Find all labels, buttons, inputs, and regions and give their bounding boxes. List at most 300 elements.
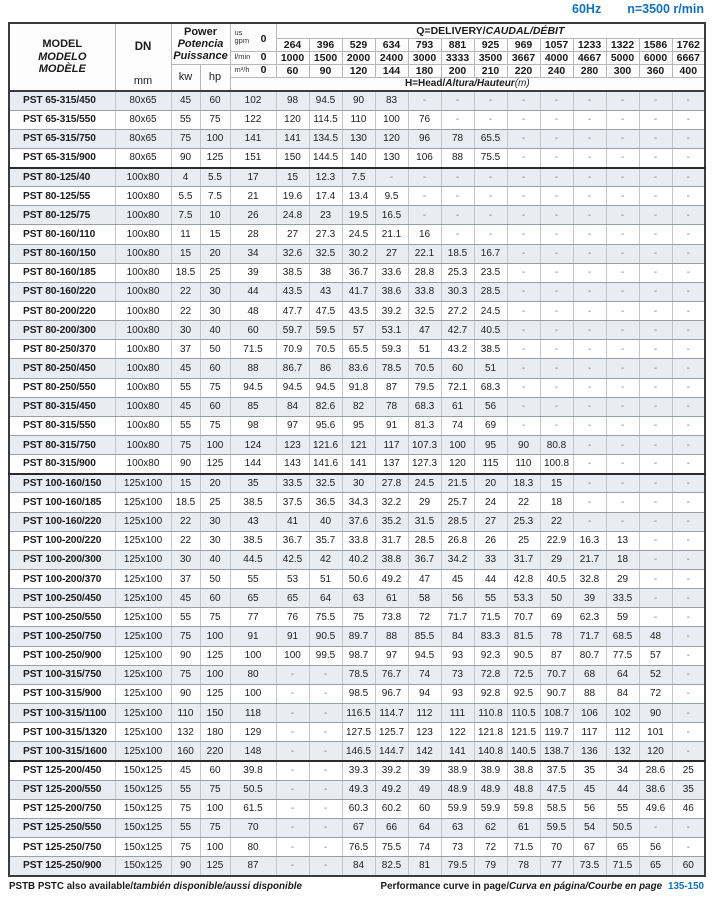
model-cell: PST 80-315/900 <box>9 455 115 474</box>
head-value: - <box>639 608 672 627</box>
head-value: 101 <box>639 723 672 742</box>
head-value: 88 <box>375 627 408 646</box>
hp-cell: 60 <box>200 761 230 780</box>
head-value: 18 <box>540 493 573 512</box>
gpm-zero-value: 0 <box>260 33 267 46</box>
head-value: 85.5 <box>408 627 441 646</box>
head-value: 140.5 <box>507 742 540 761</box>
head-value: 19.5 <box>342 206 375 225</box>
dn-cell: 125x100 <box>115 646 171 665</box>
head-value: 76.7 <box>375 665 408 684</box>
dn-cell: 100x80 <box>115 359 171 378</box>
head-value: 37.5 <box>276 493 309 512</box>
head-value: 73.5 <box>573 857 606 876</box>
hp-cell: 30 <box>200 302 230 321</box>
head-value: 49.6 <box>639 799 672 818</box>
head-value: - <box>573 244 606 263</box>
table-row <box>9 780 705 799</box>
head-value: 35 <box>573 761 606 780</box>
head-value: 74 <box>408 837 441 856</box>
model-cell: PST 100-315/900 <box>9 684 115 703</box>
head-value: 28 <box>230 225 276 244</box>
table-row <box>9 282 705 301</box>
model-cell: PST 100-250/550 <box>9 608 115 627</box>
head-value: 31.7 <box>507 550 540 569</box>
head-value: 65.5 <box>342 340 375 359</box>
head-value: 84 <box>276 397 309 416</box>
head-value: 70.5 <box>408 359 441 378</box>
head-value: 52 <box>639 665 672 684</box>
head-value: 24.5 <box>408 474 441 493</box>
head-value: 85 <box>230 397 276 416</box>
head-value: - <box>606 455 639 474</box>
model-cell: PST 100-250/900 <box>9 646 115 665</box>
head-value: 49.3 <box>342 780 375 799</box>
head-value: 56 <box>474 397 507 416</box>
head-value: - <box>672 263 705 282</box>
head-value: 38.6 <box>639 780 672 799</box>
head-value: - <box>639 129 672 148</box>
head-value: - <box>276 780 309 799</box>
head-value: 30 <box>342 474 375 493</box>
head-value: - <box>573 474 606 493</box>
model-cell: PST 100-315/1320 <box>9 723 115 742</box>
head-value: - <box>408 206 441 225</box>
head-value: 91.8 <box>342 378 375 397</box>
head-value: 48.9 <box>441 780 474 799</box>
head-value: - <box>507 187 540 206</box>
head-value: - <box>309 665 342 684</box>
head-value: - <box>639 531 672 550</box>
head-value: - <box>639 340 672 359</box>
head-value: 59.5 <box>540 818 573 837</box>
head-value: - <box>441 225 474 244</box>
head-value: - <box>639 436 672 455</box>
head-value: - <box>672 646 705 665</box>
hp-cell: 30 <box>200 531 230 550</box>
kw-cell: 75 <box>171 837 200 856</box>
dn-cell: 100x80 <box>115 282 171 301</box>
head-value: 97 <box>375 646 408 665</box>
head-value: 73.8 <box>375 608 408 627</box>
table-row <box>9 589 705 608</box>
hp-cell: 180 <box>200 723 230 742</box>
head-value: 130 <box>375 148 408 167</box>
dn-cell: 100x80 <box>115 302 171 321</box>
head-value: 100 <box>230 646 276 665</box>
head-value: - <box>639 321 672 340</box>
head-value: 102 <box>230 91 276 110</box>
head-value: - <box>606 474 639 493</box>
head-value: 31.7 <box>375 531 408 550</box>
head-value: 39.2 <box>375 761 408 780</box>
head-value: 98.7 <box>342 646 375 665</box>
table-row <box>9 818 705 837</box>
head-value: 59.5 <box>309 321 342 340</box>
head-value: - <box>573 455 606 474</box>
head-value: 55 <box>606 799 639 818</box>
dn-cell: 100x80 <box>115 187 171 206</box>
head-value: 140.8 <box>474 742 507 761</box>
head-value: - <box>276 684 309 703</box>
head-value: - <box>639 168 672 187</box>
table-row <box>9 608 705 627</box>
head-value: 75.5 <box>375 837 408 856</box>
head-value: 90.7 <box>540 684 573 703</box>
head-value: 39.8 <box>230 761 276 780</box>
hp-cell: 30 <box>200 512 230 531</box>
head-value: 94.5 <box>309 378 342 397</box>
table-row <box>9 550 705 569</box>
head-value: 72 <box>639 684 672 703</box>
head-value: 47 <box>408 570 441 589</box>
table-row <box>9 493 705 512</box>
power-label-en: Power <box>184 25 218 38</box>
head-value: 122 <box>230 110 276 129</box>
head-value: 20 <box>474 474 507 493</box>
kw-cell: 55 <box>171 818 200 837</box>
head-value: 100.8 <box>540 455 573 474</box>
head-value: - <box>672 684 705 703</box>
hp-cell: 10 <box>200 206 230 225</box>
head-value: - <box>573 359 606 378</box>
kw-cell: 75 <box>171 799 200 818</box>
head-value: 37.6 <box>342 512 375 531</box>
table-row <box>9 512 705 531</box>
head-value: - <box>276 665 309 684</box>
head-value: 125.7 <box>375 723 408 742</box>
head-value: 36.5 <box>309 493 342 512</box>
head-value: 33 <box>474 550 507 569</box>
model-cell: PST 80-160/150 <box>9 244 115 263</box>
head-value: 35.2 <box>375 512 408 531</box>
head-value: - <box>639 148 672 167</box>
q-delivery-header <box>276 23 705 38</box>
head-value: - <box>507 397 540 416</box>
head-value: 121 <box>342 436 375 455</box>
model-cell: PST 100-160/185 <box>9 493 115 512</box>
head-value: 100 <box>276 646 309 665</box>
head-value: 151 <box>230 148 276 167</box>
flow-value: 264 <box>276 38 309 51</box>
head-value: 43 <box>309 282 342 301</box>
head-value: 92.3 <box>474 646 507 665</box>
head-value: 48 <box>639 627 672 646</box>
hp-cell: 125 <box>200 455 230 474</box>
head-value: 100 <box>441 436 474 455</box>
head-value: 110 <box>342 110 375 129</box>
head-value: 114.5 <box>309 110 342 129</box>
head-value: 38.5 <box>230 531 276 550</box>
head-value: 68.3 <box>474 378 507 397</box>
head-value: 69 <box>474 416 507 435</box>
head-value: - <box>507 359 540 378</box>
head-value: 42 <box>309 550 342 569</box>
flow-value: 360 <box>639 64 672 77</box>
head-value: - <box>507 91 540 110</box>
head-value: 112 <box>606 723 639 742</box>
flow-value: 200 <box>441 64 474 77</box>
head-value: - <box>672 608 705 627</box>
head-value: 71.5 <box>507 837 540 856</box>
head-value: - <box>540 187 573 206</box>
hp-cell: 40 <box>200 321 230 340</box>
head-value: - <box>606 416 639 435</box>
model-cell: PST 100-315/750 <box>9 665 115 684</box>
head-value: - <box>276 723 309 742</box>
hp-cell: 30 <box>200 282 230 301</box>
hp-cell: 5.5 <box>200 168 230 187</box>
head-value: 49.2 <box>375 780 408 799</box>
head-value: 90.5 <box>309 627 342 646</box>
head-value: 121.8 <box>474 723 507 742</box>
head-value: - <box>672 570 705 589</box>
head-value: 65.5 <box>474 129 507 148</box>
head-value: - <box>441 206 474 225</box>
head-value: - <box>309 723 342 742</box>
kw-cell: 132 <box>171 723 200 742</box>
head-value: 37.5 <box>540 761 573 780</box>
head-value: 95 <box>474 436 507 455</box>
head-value: 77 <box>540 857 573 876</box>
head-value: 63 <box>441 818 474 837</box>
head-value: - <box>540 168 573 187</box>
head-value: 141.6 <box>309 455 342 474</box>
head-value: 13 <box>606 531 639 550</box>
head-value: 102 <box>606 704 639 723</box>
dn-cell: 125x100 <box>115 627 171 646</box>
dn-cell: 125x100 <box>115 550 171 569</box>
head-value: 59.9 <box>474 799 507 818</box>
flow-value: 1500 <box>309 51 342 64</box>
model-cell: PST 125-200/750 <box>9 799 115 818</box>
head-value: 86.7 <box>276 359 309 378</box>
gpm-unit-label: us gpm <box>234 28 250 45</box>
head-value: 94.5 <box>309 91 342 110</box>
head-value: 78.5 <box>375 359 408 378</box>
head-value: 48 <box>230 302 276 321</box>
head-value: 27 <box>375 244 408 263</box>
model-cell: PST 80-315/450 <box>9 397 115 416</box>
kw-cell: 22 <box>171 512 200 531</box>
head-value: - <box>606 359 639 378</box>
head-value: - <box>672 704 705 723</box>
head-value: 116.5 <box>342 704 375 723</box>
head-value: - <box>606 282 639 301</box>
flow-unit-m3h-cell <box>230 64 276 77</box>
head-value: 34 <box>230 244 276 263</box>
head-value: 13.4 <box>342 187 375 206</box>
head-value: - <box>672 665 705 684</box>
flow-value: 969 <box>507 38 540 51</box>
head-value: - <box>639 91 672 110</box>
head-value: 50 <box>540 589 573 608</box>
dn-cell: 100x80 <box>115 436 171 455</box>
head-value: 64 <box>309 589 342 608</box>
head-value: 83 <box>375 91 408 110</box>
curve-page-range-link[interactable]: 135-150 <box>668 881 704 892</box>
head-value: - <box>606 244 639 263</box>
head-value: - <box>672 742 705 761</box>
head-value: 140 <box>342 148 375 167</box>
dn-cell: 125x100 <box>115 684 171 703</box>
head-value: 146.5 <box>342 742 375 761</box>
head-value: 141 <box>276 129 309 148</box>
table-row <box>9 684 705 703</box>
head-value: 142 <box>408 742 441 761</box>
model-cell: PST 100-250/450 <box>9 589 115 608</box>
head-value: 119.7 <box>540 723 573 742</box>
dn-cell: 125x100 <box>115 608 171 627</box>
dn-cell: 125x100 <box>115 742 171 761</box>
head-value: 16.5 <box>375 206 408 225</box>
model-cell: PST 100-315/1600 <box>9 742 115 761</box>
head-value: 67 <box>573 837 606 856</box>
dn-cell: 150x125 <box>115 799 171 818</box>
head-value: 38.9 <box>441 761 474 780</box>
head-value: 44 <box>606 780 639 799</box>
head-value: 73 <box>441 837 474 856</box>
head-value: 27.3 <box>309 225 342 244</box>
head-value: - <box>540 321 573 340</box>
hp-cell: 15 <box>200 225 230 244</box>
head-value: 49 <box>408 780 441 799</box>
head-value: 27 <box>474 512 507 531</box>
head-value: 21.1 <box>375 225 408 244</box>
head-value: 31.5 <box>408 512 441 531</box>
hp-cell: 40 <box>200 550 230 569</box>
table-row <box>9 340 705 359</box>
model-cell: PST 125-250/900 <box>9 857 115 876</box>
head-value: - <box>606 168 639 187</box>
dn-cell: 100x80 <box>115 416 171 435</box>
head-value: 26.8 <box>441 531 474 550</box>
flow-value: 4000 <box>540 51 573 64</box>
dn-cell: 80x65 <box>115 91 171 110</box>
head-value: - <box>639 302 672 321</box>
head-value: 65 <box>230 589 276 608</box>
head-value: - <box>474 91 507 110</box>
head-value: 148 <box>230 742 276 761</box>
head-value: 57 <box>342 321 375 340</box>
table-row <box>9 263 705 282</box>
dn-cell: 80x65 <box>115 110 171 129</box>
h-head-header <box>230 77 705 91</box>
head-value: - <box>639 225 672 244</box>
head-value: 93 <box>441 684 474 703</box>
flow-value: 300 <box>606 64 639 77</box>
head-value: 90 <box>639 704 672 723</box>
head-value: - <box>573 378 606 397</box>
head-value: 24 <box>474 493 507 512</box>
head-value: - <box>639 589 672 608</box>
hp-cell: 220 <box>200 742 230 761</box>
head-value: - <box>639 512 672 531</box>
head-value: - <box>540 282 573 301</box>
flow-value: 2000 <box>342 51 375 64</box>
hp-cell: 150 <box>200 704 230 723</box>
spec-table-body <box>9 91 705 876</box>
head-value: 47 <box>408 321 441 340</box>
head-value: 34.2 <box>441 550 474 569</box>
model-cell: PST 65-315/450 <box>9 91 115 110</box>
head-value: - <box>408 91 441 110</box>
head-value: 53.3 <box>507 589 540 608</box>
flow-value: 60 <box>276 64 309 77</box>
head-value: - <box>639 416 672 435</box>
head-value: - <box>573 110 606 129</box>
head-value: 56 <box>573 799 606 818</box>
head-value: 58.5 <box>540 799 573 818</box>
head-value: - <box>375 168 408 187</box>
model-cell: PST 80-125/75 <box>9 206 115 225</box>
head-value: 62 <box>474 818 507 837</box>
head-value: 40.2 <box>342 550 375 569</box>
dn-cell: 125x100 <box>115 665 171 684</box>
head-value: - <box>639 187 672 206</box>
model-cell: PST 65-315/750 <box>9 129 115 148</box>
hp-cell: 100 <box>200 627 230 646</box>
head-value: 28.5 <box>408 531 441 550</box>
head-value: 120 <box>639 742 672 761</box>
head-value: - <box>540 397 573 416</box>
head-value: 30.3 <box>441 282 474 301</box>
head-value: - <box>639 378 672 397</box>
head-value: - <box>309 818 342 837</box>
head-value: - <box>507 302 540 321</box>
table-row <box>9 187 705 206</box>
head-value: 110.8 <box>474 704 507 723</box>
head-value: 144 <box>230 455 276 474</box>
head-value: 120 <box>276 110 309 129</box>
head-value: 95 <box>342 416 375 435</box>
head-value: - <box>606 493 639 512</box>
head-value: 132 <box>606 742 639 761</box>
model-cell: PST 80-200/300 <box>9 321 115 340</box>
head-value: 60.3 <box>342 799 375 818</box>
head-value: - <box>474 187 507 206</box>
head-value: 96 <box>408 129 441 148</box>
head-value: 91 <box>375 416 408 435</box>
head-value: - <box>672 837 705 856</box>
kw-cell: 15 <box>171 244 200 263</box>
head-value: - <box>639 244 672 263</box>
model-cell: PST 125-200/450 <box>9 761 115 780</box>
head-value: - <box>672 282 705 301</box>
head-value: - <box>507 340 540 359</box>
head-value: - <box>474 110 507 129</box>
head-value: 141 <box>441 742 474 761</box>
head-value: 56 <box>441 589 474 608</box>
head-value: 40.5 <box>540 570 573 589</box>
head-value: - <box>540 340 573 359</box>
head-value: 25.7 <box>441 493 474 512</box>
head-value: 28.8 <box>408 263 441 282</box>
table-row <box>9 627 705 646</box>
head-value: - <box>606 110 639 129</box>
kw-cell: 160 <box>171 742 200 761</box>
head-value: 75.5 <box>474 148 507 167</box>
head-value: 88 <box>230 359 276 378</box>
flow-value: 210 <box>474 64 507 77</box>
table-row <box>9 244 705 263</box>
head-value: 120 <box>375 129 408 148</box>
head-value: 16 <box>408 225 441 244</box>
head-value: 71.5 <box>474 608 507 627</box>
head-value: 64 <box>408 818 441 837</box>
head-value: - <box>276 704 309 723</box>
head-value: 92.5 <box>507 684 540 703</box>
